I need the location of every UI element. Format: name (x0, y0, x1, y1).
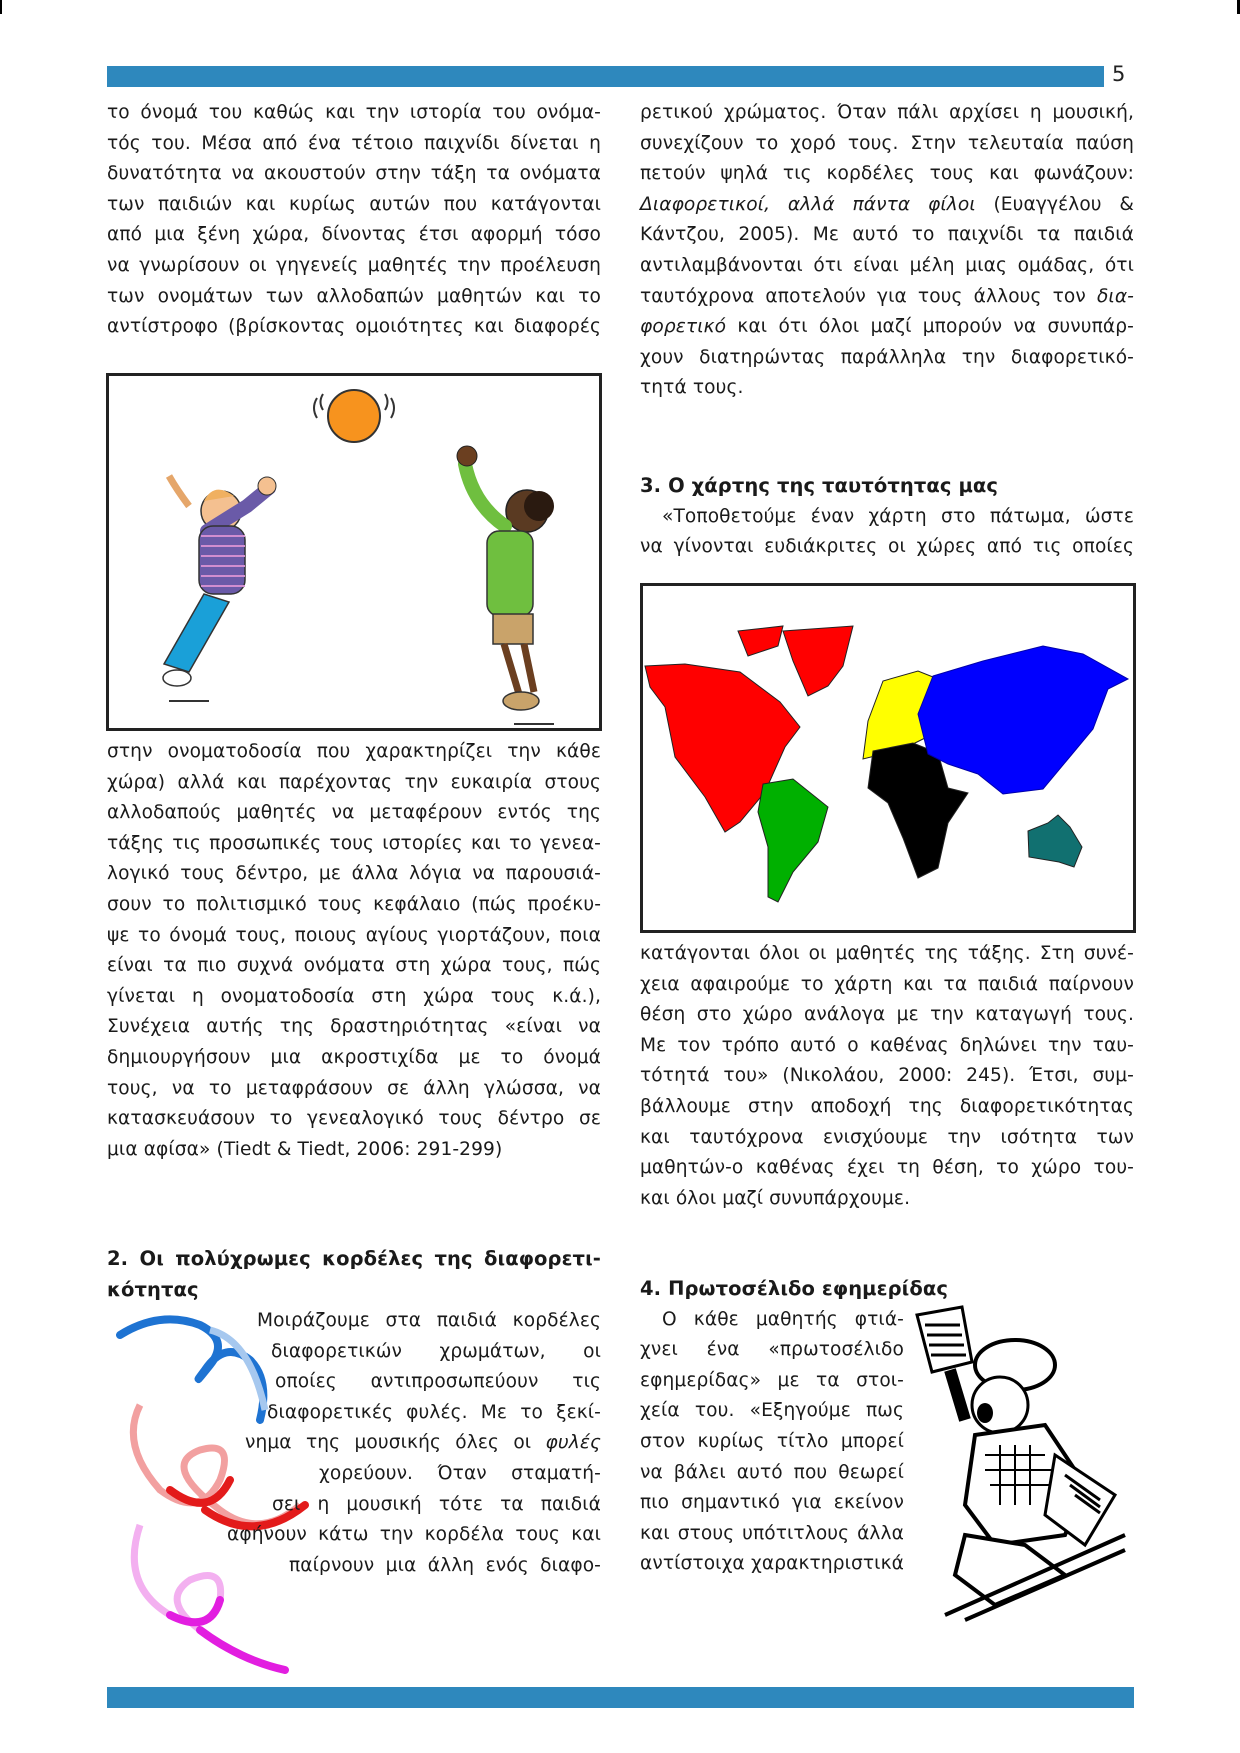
text-segment: ταυτόχρονα αποτελούν για τους άλλους τον (640, 285, 1097, 307)
text-line: διαφορετικές φυλές. Με το ξεκί- (267, 1401, 601, 1423)
text-line: αντιλαμβάνονται ότι είναι μέλη μιας ομάδας, ότι (640, 254, 1134, 276)
text-line: κατάγονται όλοι οι μαθητές της τάξης. Στη συνέ- (640, 943, 1134, 964)
text-line: σουν το πολιτισμικό τους κεφάλαιο (πώς προέκυ- (107, 893, 601, 915)
text-line: Ο κάθε μαθητής φτιά- (662, 1308, 904, 1330)
text-line: συνεχίζουν το χορό τους. Στην τελευταία παύση (640, 132, 1134, 154)
text-line: εφημερίδας» με τα στοι- (640, 1369, 904, 1391)
text-line: τους, να το μεταφράσουν σε άλλη γλώσσα, να (107, 1077, 601, 1099)
south-america-shape (758, 779, 828, 902)
text-line: Συνέχεια αυτής της δραστηριότητας «είναι να (107, 1016, 601, 1038)
text-segment: νημα της μουσικής όλες οι (245, 1432, 546, 1454)
section2-body (107, 1306, 601, 1581)
text-line: χορεύουν. Όταν σταματή- (319, 1462, 601, 1484)
text-line (640, 190, 1134, 221)
text-line: «Τοποθετούμε έναν χάρτη στο πάτωμα, ώστε (662, 505, 1134, 527)
quote-citation: (Ευαγγέλου & (975, 193, 1134, 215)
text-line: τότητά του» (Νικολάου, 2000: 245). Έτσι, συμ- (640, 1065, 1134, 1087)
header-bar (107, 66, 1104, 87)
text-line: μαθητών-ο καθένας έχει τη θέση, το χώρο του- (640, 1157, 1134, 1179)
world-map-figure (640, 583, 1136, 933)
text-line: διαφορετικών χρωμάτων, οι (271, 1340, 601, 1362)
text-line: από μια ξένη χώρα, δίνοντας έτσι αφορμή τόσο (107, 224, 601, 246)
text-line: στον κυρίως τίτλο μπορεί (640, 1430, 904, 1452)
crop-mark-left (0, 0, 2, 14)
children-ball-figure (106, 373, 602, 731)
text-line (245, 1428, 601, 1459)
text-line (640, 282, 1134, 313)
italic-word: δια- (1096, 285, 1134, 307)
text-line: τάξης τις προσωπικές τους ιστορίες και το γενεα- (107, 832, 601, 854)
text-line: τητά τους. (640, 377, 744, 399)
text-line: τός του. Μέσα από ένα τέτοιο παιχνίδι δίνεται η (107, 132, 601, 154)
children-ball-illustration-icon (109, 376, 599, 728)
section4-heading: 4. Πρωτοσέλιδο εφημερίδας (640, 1277, 948, 1300)
text-line: Με τον τρόπο αυτό ο καθένας δηλώνει την ταυ- (640, 1034, 1134, 1056)
text-line: και στους υπότιτλους άλλα (640, 1522, 904, 1544)
text-line: πιο σημαντικό για εκείνον (640, 1492, 904, 1514)
text-line: το όνομά του καθώς και την ιστορία του ονόμα- (107, 102, 601, 123)
text-line: δυνατότητα να ακουστούν στην τάξη τα ονόματα (107, 163, 601, 185)
italic-word: φυλές (545, 1432, 601, 1454)
quote-italic: Διαφορετικοί, αλλά πάντα φίλοι (640, 193, 976, 215)
world-map-icon (643, 586, 1133, 930)
section3-heading: 3. Ο χάρτης της ταυτότητας μας (640, 474, 999, 497)
left-column-intro (107, 98, 601, 343)
text-line: των ονομάτων των αλλοδαπών μαθητών και το (107, 285, 601, 307)
text-line: και ταυτόχρονα ενισχύουμε την ισότητα των (640, 1126, 1134, 1148)
page-number: 5 (1112, 62, 1126, 86)
text-line: αντίστοιχα χαρακτηριστικά (640, 1553, 904, 1575)
text-line: αφήνουν κάτω την κορδέλα τους και (227, 1524, 601, 1546)
heading-line: 2. Οι πολύχρωμες κορδέλες της διαφορετι- (107, 1247, 601, 1270)
text-line: θέση στο χώρο ανάλογα με την καταγωγή τους. (640, 1004, 1134, 1026)
text-line: ψε το όνομά τους, ποιους αγίους γιορτάζουν, ποια (107, 924, 601, 946)
text-line: δημιουργήσουν μια ακροστιχίδα με το όνομά (107, 1046, 601, 1068)
footer-bar (107, 1687, 1134, 1708)
text-line: χεία του. «Εξηγούμε πως (640, 1400, 904, 1422)
text-line: σει η μουσική τότε τα παιδιά (272, 1493, 601, 1515)
left-column-continued (107, 737, 601, 1165)
text-line: στην ονοματοδοσία που χαρακτηρίζει την κάθε (107, 741, 601, 762)
text-line: γίνεται η ονοματοδοσία στη χώρα τους κ.ά.), (107, 985, 601, 1007)
newsboy-illustration-icon (905, 1305, 1130, 1625)
text-line: Κάντζου, 2005). Με αυτό το παιχνίδι τα παιδιά (640, 224, 1134, 246)
text-line: οποίες αντιπροσωπεύουν τις (275, 1371, 601, 1393)
section3-after (640, 939, 1134, 1214)
text-line: να γνωρίσουν οι γηγενείς μαθητές την προέλευση (107, 254, 601, 276)
text-line: των παιδιών και κυρίως αυτών που κατάγονται (107, 193, 601, 215)
section3 (640, 471, 1134, 563)
text-line (640, 312, 1134, 343)
text-line: αλλοδαπούς μαθητές να μεταφέρουν εντός της (107, 802, 601, 824)
text-line: χεια αφαιρούμε το χάρτη και τα παιδιά παίρνουν (640, 973, 1134, 995)
text-segment: και ότι όλοι μαζί μπορούν να συνυπάρ- (726, 316, 1134, 338)
text-line: είναι τα πιο συχνά ονόματα στη χώρα τους, πώς (107, 955, 601, 977)
heading-line: κότητας (107, 1277, 199, 1301)
right-column-top (640, 98, 1134, 404)
text-line: να γίνονται ευδιάκριτες οι χώρες από τις οποίες (640, 536, 1134, 558)
italic-word: φορετικό (640, 316, 727, 338)
text-line: χνει ένα «πρωτοσέλιδο (640, 1339, 904, 1361)
text-line: ρετικού χρώματος. Όταν πάλι αρχίσει η μουσική, (640, 102, 1134, 123)
australia-shape (1028, 815, 1082, 867)
text-line: λογικό τους δέντρο, με άλλα λόγια να παρουσιά- (107, 863, 601, 885)
text-line: Μοιράζουμε στα παιδιά κορδέλες (257, 1310, 601, 1331)
text-line: μια αφίσα» (Tiedt & Tiedt, 2006: 291-299) (107, 1138, 503, 1160)
text-line: χώρα) αλλά και παρέχοντας την ευκαιρία στους (107, 771, 601, 793)
text-line: παίρνουν μια άλλη ενός διαφο- (289, 1554, 601, 1576)
text-line: κατασκευάσουν το γενεαλογικό τους δέντρο σε (107, 1108, 601, 1130)
text-line: και όλοι μαζί συνυπάρχουμε. (640, 1187, 911, 1209)
text-line: αντίστροφο (βρίσκοντας ομοιότητες και διαφορές (107, 316, 601, 338)
text-line: χουν διατηρώντας παράλληλα την διαφορετικό- (640, 346, 1134, 368)
text-line: βάλλουμε στην αποδοχή της διαφορετικότητας (640, 1095, 1134, 1117)
section4 (640, 1274, 948, 1580)
section2-heading (107, 1244, 601, 1305)
asia-shape (918, 646, 1128, 794)
text-line: να βάλει αυτό που θεωρεί (640, 1461, 904, 1483)
text-line: πετούν ψηλά τις κορδέλες τους και φωνάζουν: (640, 163, 1134, 185)
